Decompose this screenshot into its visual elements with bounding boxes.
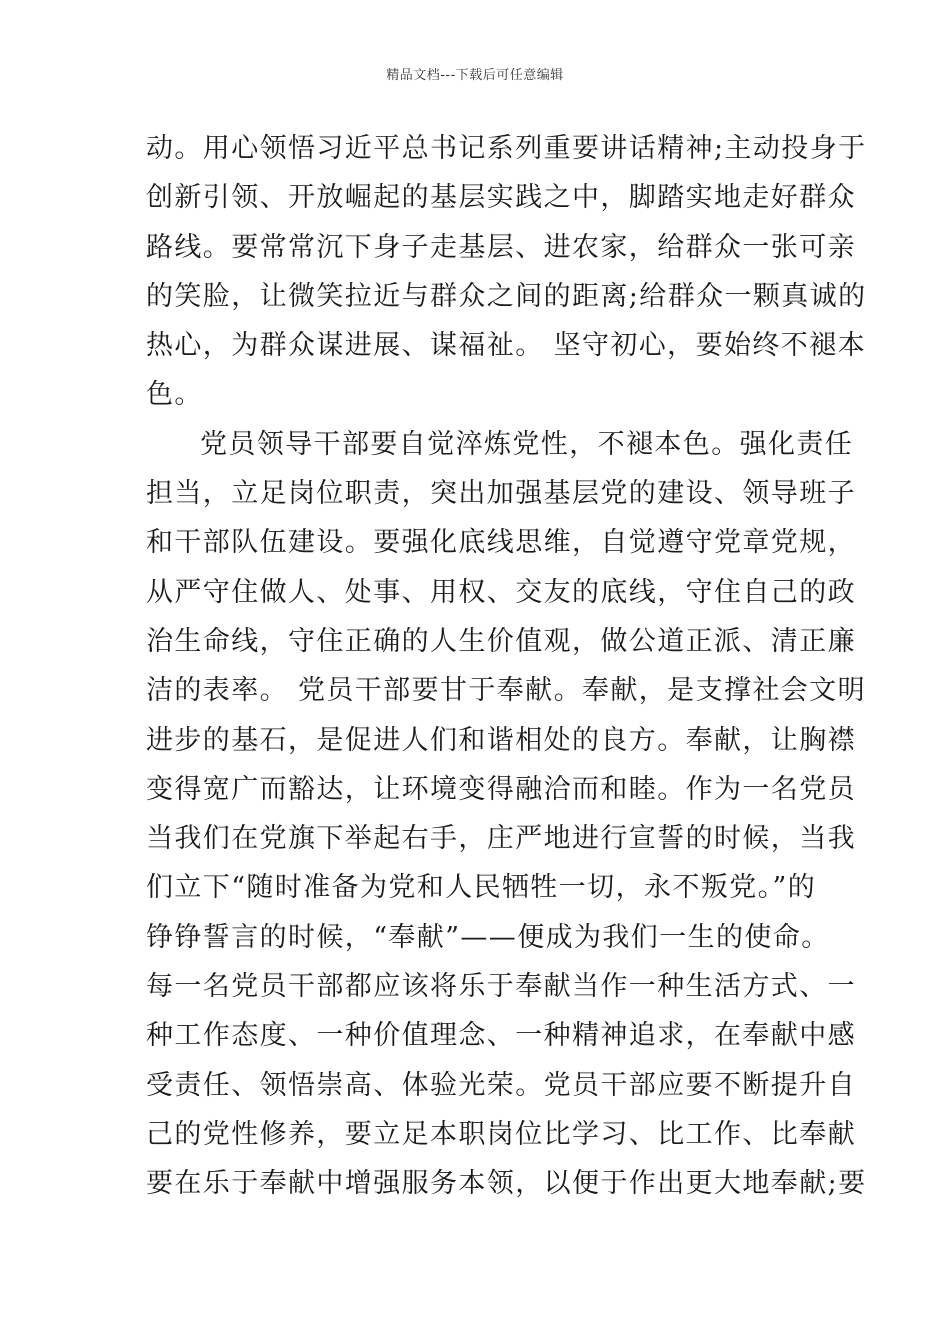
text-line-5: 热心，为群众谋进展、谋福祉。 坚守初心，要始终不褪本 <box>146 330 866 362</box>
text-line-3: 路线。要常常沉下身子走基层、进农家，给群众一张可亲 <box>146 231 856 263</box>
text-line-15: 当我们在党旗下举起右手，庄严地进行宣誓的时候，当我 <box>146 823 856 855</box>
text-line-8: 担当，立足岗位职责，突出加强基层党的建设、领导班子 <box>146 478 856 510</box>
text-line-11: 治生命线，守住正确的人生价值观，做公道正派、清正廉 <box>146 625 856 657</box>
text-line-2: 创新引领、开放崛起的基层实践之中，脚踏实地走好群众 <box>146 182 856 214</box>
text-line-1: 动。用心领悟习近平总书记系列重要讲话精神;主动投身于 <box>146 133 867 164</box>
text-line-22: 要在乐于奉献中增强服务本领，以便于作出更大地奉献;要 <box>146 1168 867 1200</box>
text-line-19: 种工作态度、一种价值理念、一种精神追求，在奉献中感 <box>146 1020 856 1052</box>
text-line-12: 洁的表率。 党员干部要甘于奉献。奉献，是支撑社会文明 <box>146 675 866 707</box>
text-line-20: 受责任、领悟崇高、体验光荣。党员干部应要不断提升自 <box>146 1069 856 1101</box>
text-line-21: 己的党性修养，要立足本职岗位比学习、比工作、比奉献 <box>146 1118 856 1150</box>
text-line-9: 和干部队伍建设。要强化底线思维，自觉遵守党章党规， <box>146 527 856 559</box>
text-line-10: 从严守住做人、处事、用权、交友的底线，守住自己的政 <box>146 576 856 608</box>
text-line-7: 党员领导干部要自觉淬炼党性，不褪本色。强化责任 <box>200 428 854 460</box>
document-body <box>146 124 867 1209</box>
page-header: 精品文档---下载后可任意编辑 <box>386 68 564 83</box>
text-line-17: 铮铮誓言的时候，“奉献”——便成为我们一生的使命。 <box>146 921 830 953</box>
text-line-16: 们立下“随时准备为党和人民牺牲一切，永不叛党。”的 <box>146 872 817 904</box>
text-line-14: 变得宽广而豁达，让环境变得融洽而和睦。作为一名党员 <box>146 773 856 805</box>
text-line-4: 的笑脸，让微笑拉近与群众之间的距离;给群众一颗真诚的 <box>146 280 867 312</box>
text-line-6: 色。 <box>146 379 203 411</box>
text-line-13: 进步的基石，是促进人们和谐相处的良方。奉献，让胸襟 <box>146 724 856 756</box>
text-line-18: 每一名党员干部都应该将乐于奉献当作一种生活方式、一 <box>146 971 856 1003</box>
